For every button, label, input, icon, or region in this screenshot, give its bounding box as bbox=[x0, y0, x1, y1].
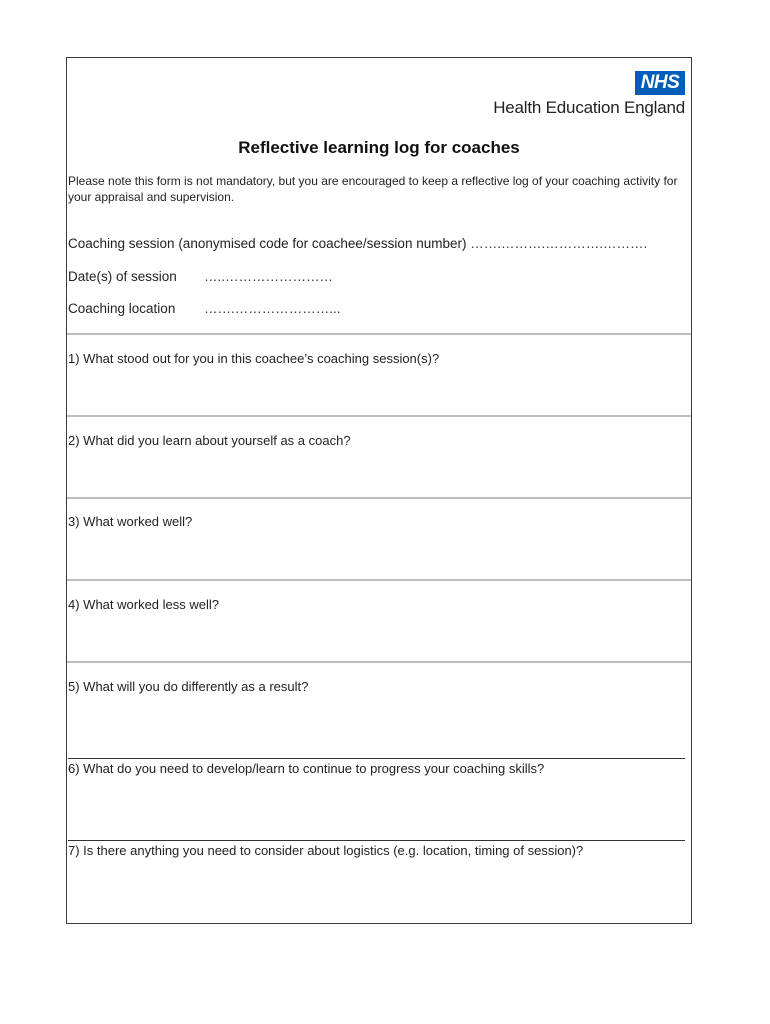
coaching-location-field[interactable] bbox=[68, 301, 341, 316]
session-date-dots[interactable]: …..…………………… bbox=[204, 269, 334, 284]
coaching-session-label: Coaching session (anonymised code for coachee/session number) bbox=[68, 236, 467, 251]
coaching-session-dots[interactable]: …….……….………….………. bbox=[470, 236, 648, 251]
question-5: 5) What will you do differently as a result? bbox=[68, 679, 309, 694]
question-3: 3) What worked well? bbox=[68, 514, 193, 529]
organisation-name: Health Education England bbox=[493, 98, 685, 117]
nhs-hee-logo bbox=[475, 71, 685, 121]
question-7: 7) Is there anything you need to consider about logistics (e.g. location, timing of session)? bbox=[68, 843, 584, 858]
intro-note: Please note this form is not mandatory, but you are encouraged to keep a reflective log of your coaching activity for your appraisal and supervision. bbox=[68, 174, 678, 204]
question-6: 6) What do you need to develop/learn to continue to progress your coaching skills? bbox=[68, 761, 545, 776]
question-4: 4) What worked less well? bbox=[68, 597, 219, 612]
form-title: Reflective learning log for coaches bbox=[238, 138, 520, 157]
coaching-location-dots[interactable]: …….…………………... bbox=[204, 301, 341, 316]
coaching-location-label: Coaching location bbox=[68, 301, 176, 316]
section-divider bbox=[67, 497, 691, 499]
section-divider bbox=[67, 579, 691, 581]
session-date-label: Date(s) of session bbox=[68, 269, 177, 284]
nhs-logo-text: NHS bbox=[640, 72, 680, 93]
answer-underline bbox=[68, 758, 685, 759]
form-frame bbox=[66, 57, 692, 924]
coaching-session-field[interactable] bbox=[68, 236, 647, 251]
section-divider bbox=[67, 661, 691, 663]
question-1: 1) What stood out for you in this coachee’s coaching session(s)? bbox=[68, 351, 440, 366]
session-date-field[interactable] bbox=[68, 269, 333, 284]
section-divider bbox=[67, 415, 691, 417]
nhs-logo-box bbox=[635, 71, 685, 95]
answer-underline bbox=[68, 840, 685, 841]
section-divider bbox=[67, 333, 691, 335]
question-2: 2) What did you learn about yourself as a coach? bbox=[68, 433, 351, 448]
